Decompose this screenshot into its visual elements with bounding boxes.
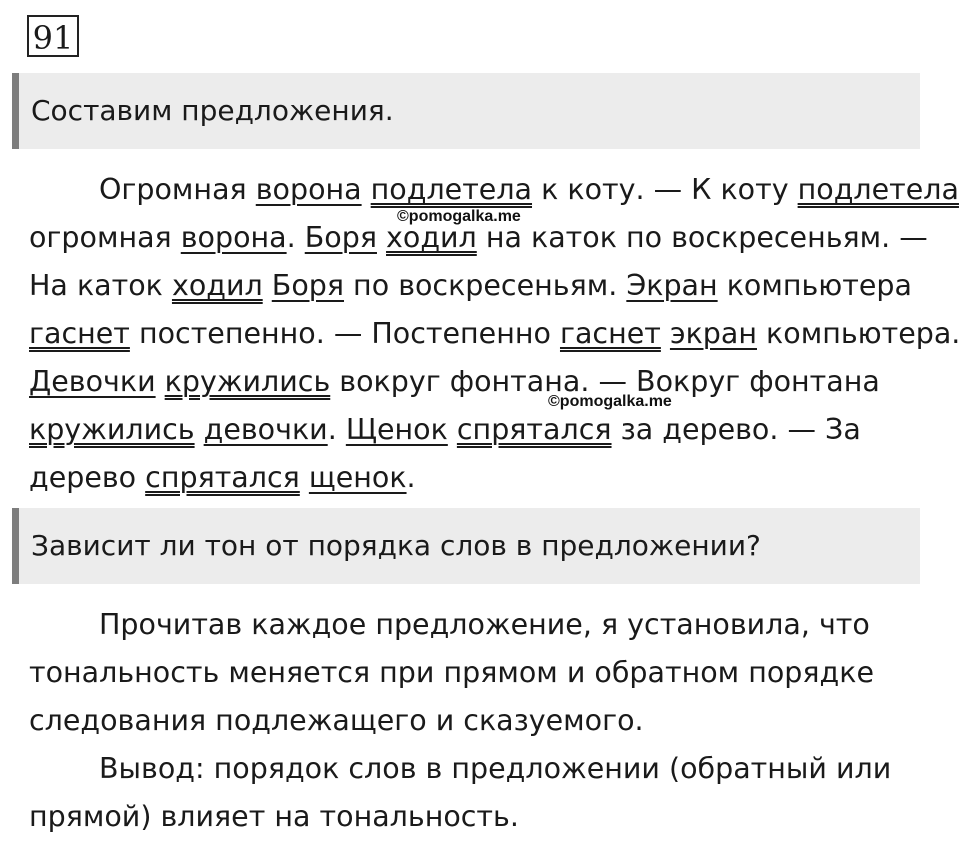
text-line: тональность меняется при прямом и обратном порядке xyxy=(29,656,874,689)
section-header-question: Зависит ли тон от порядка слов в предложении? xyxy=(12,508,920,584)
subject-word: Боря xyxy=(304,221,377,254)
predicate-word: кружились xyxy=(164,365,331,398)
text-line: прямой) влияет на тональность. xyxy=(29,800,519,833)
subject-word: экран xyxy=(669,317,757,350)
subject-word: Щенок xyxy=(345,413,448,446)
predicate-word: кружились xyxy=(29,413,195,446)
text-line: Прочитав каждое предложение, я установила, что xyxy=(99,608,870,641)
watermark: ©pomogalka.me xyxy=(397,208,521,225)
text-line: Огромная ворона подлетела к коту. — К коту подлетела xyxy=(99,173,959,206)
subject-word: Девочки xyxy=(29,365,156,398)
text-line: гаснет постепенно. — Постепенно гаснет экран компьютера. xyxy=(29,317,960,350)
exercise-number: 91 xyxy=(27,15,79,57)
subject-word: девочки xyxy=(203,413,328,446)
predicate-word: спрятался xyxy=(456,413,612,446)
text-line: огромная ворона. Боря ходил на каток по воскресеньям. — xyxy=(29,221,928,254)
text-line: кружились девочки. Щенок спрятался за дерево. — За xyxy=(29,413,861,446)
answer-paragraph-conclusion xyxy=(29,601,954,841)
watermark: ©pomogalka.me xyxy=(548,393,672,410)
subject-word: щенок xyxy=(308,461,407,494)
text-line: Девочки кружились вокруг фонтана. — Вокруг фонтана xyxy=(29,365,880,398)
predicate-word: гаснет xyxy=(559,317,661,350)
text-line: следования подлежащего и сказуемого. xyxy=(29,704,644,737)
predicate-word: спрятался xyxy=(145,461,300,494)
predicate-word: подлетела xyxy=(797,173,959,206)
text-line: На каток ходил Боря по воскресеньям. Экран компьютера xyxy=(29,269,912,302)
text-line: дерево спрятался щенок. xyxy=(29,461,416,494)
subject-word: ворона xyxy=(255,173,362,206)
predicate-word: гаснет xyxy=(29,317,130,350)
subject-word: Экран xyxy=(626,269,718,302)
predicate-word: подлетела xyxy=(370,173,533,206)
subject-word: ворона xyxy=(180,221,287,254)
predicate-word: ходил xyxy=(171,269,263,302)
text-line: Вывод: порядок слов в предложении (обратный или xyxy=(99,752,892,785)
predicate-word: ходил xyxy=(386,221,477,254)
subject-word: Боря xyxy=(271,269,344,302)
section-header-compose: Составим предложения. xyxy=(12,73,920,149)
